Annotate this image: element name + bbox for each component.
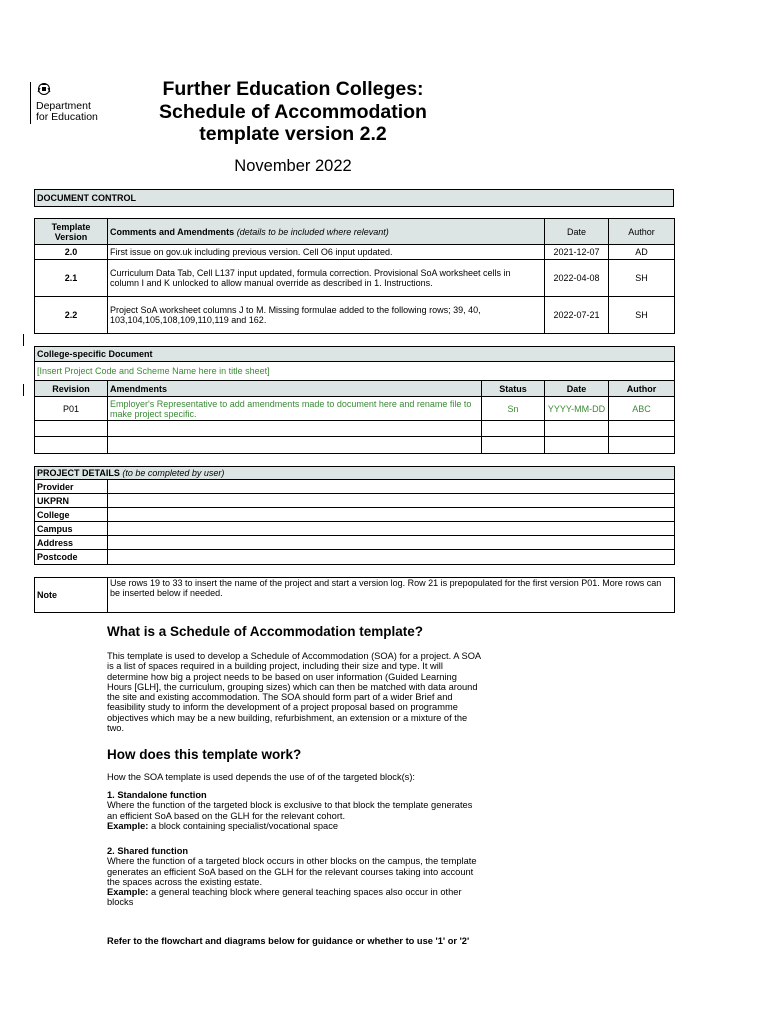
table-row (35, 494, 675, 508)
table-header-row (35, 219, 675, 245)
comments-cell: Curriculum Data Tab, Cell L137 input updated, formula correction. Provisional SoA worksheet cells in column I and K unlocked to allow manual override as described in 1. Instructions. (108, 260, 545, 297)
document-control-table (34, 218, 675, 334)
author-cell: SH (609, 297, 675, 334)
empty-cell[interactable] (35, 421, 108, 437)
document-control-heading-table (34, 189, 674, 207)
date-cell[interactable]: YYYY-MM-DD (545, 397, 609, 421)
project-details-table (34, 466, 675, 565)
shared-section (107, 846, 482, 908)
field-label: Postcode (35, 550, 108, 565)
col-comments: Comments and Amendments (details to be included where relevant) (108, 219, 545, 245)
field-value[interactable] (108, 480, 675, 494)
title-line-1: Further Education Colleges: (162, 78, 424, 100)
table-row (35, 508, 675, 522)
title-line-2: Schedule of Accommodation (159, 100, 427, 123)
field-value[interactable] (108, 522, 675, 536)
page-title (120, 78, 466, 146)
empty-cell[interactable] (545, 421, 609, 437)
author-cell[interactable]: ABC (609, 397, 675, 421)
note-table (34, 577, 675, 613)
empty-cell[interactable] (609, 421, 675, 437)
table-header-row (35, 381, 675, 397)
refer-note: Refer to the flowchart and diagrams below for guidance or whether to use '1' or '2' (107, 936, 470, 946)
col-author: Author (609, 381, 675, 397)
standalone-section (107, 790, 482, 831)
table-row (35, 397, 675, 421)
table-row (35, 437, 675, 454)
field-label: College (35, 508, 108, 522)
table-row (35, 421, 675, 437)
field-label: Address (35, 536, 108, 550)
note-text: Use rows 19 to 33 to insert the name of the project and start a version log. Row 21 is prepopulated for the first version P01. More rows can be inserted below if needed. (108, 578, 675, 613)
publication-date: November 2022 (234, 157, 352, 175)
col-template-version: Template Version (35, 219, 108, 245)
standalone-title: 1. Standalone function (107, 790, 207, 800)
table-row (35, 536, 675, 550)
what-is-heading: What is a Schedule of Accommodation template? (107, 624, 424, 639)
empty-cell[interactable] (545, 437, 609, 454)
table-row (35, 245, 675, 260)
note-label: Note (35, 578, 108, 613)
empty-cell[interactable] (482, 421, 545, 437)
logo-line-2: for Education (36, 111, 98, 123)
col-date: Date (545, 381, 609, 397)
shared-title: 2. Shared function (107, 846, 189, 856)
how-intro: How the SOA template is used depends the use of of the targeted block(s): (107, 772, 416, 782)
standalone-body: Where the function of the targeted block is exclusive to that block the template generates an efficient SoA based on the GLH for the relevant cohort. (107, 800, 473, 821)
date-cell: 2021-12-07 (545, 245, 609, 260)
field-value[interactable] (108, 536, 675, 550)
table-row (35, 522, 675, 536)
revision-cell[interactable]: P01 (35, 397, 108, 421)
college-document-table (34, 346, 675, 454)
field-label: Campus (35, 522, 108, 536)
dfe-logo (30, 82, 110, 126)
version-cell: 2.1 (35, 260, 108, 297)
col-status: Status (482, 381, 545, 397)
logo-line-1: Department (36, 100, 91, 112)
status-cell[interactable]: Sn (482, 397, 545, 421)
standalone-example: Example: a block containing specialist/vocational space (107, 820, 339, 831)
col-date: Date (545, 219, 609, 245)
table-row (35, 297, 675, 334)
field-label: UKPRN (35, 494, 108, 508)
version-cell: 2.0 (35, 245, 108, 260)
field-value[interactable] (108, 508, 675, 522)
comments-cell: First issue on gov.uk including previous version. Cell O6 input updated. (108, 245, 545, 260)
shared-example: Example: a general teaching block where general teaching spaces also occur in other blocks (107, 887, 462, 908)
date-cell: 2022-07-21 (545, 297, 609, 334)
col-revision: Revision (35, 381, 108, 397)
logo-divider (30, 82, 31, 124)
document-control-heading: DOCUMENT CONTROL (35, 190, 674, 207)
shared-body: Where the function of a targeted block occurs in other blocks on the campus, the template generates an efficient SoA based on the GLH for the relevant courses taking into account the spaces across the existing estate. (107, 856, 477, 887)
text-cursor (23, 334, 24, 346)
author-cell: AD (609, 245, 675, 260)
field-value[interactable] (108, 550, 675, 565)
project-details-heading: PROJECT DETAILS (to be completed by user) (35, 467, 675, 480)
amendments-cell[interactable]: Employer's Representative to add amendments made to document here and rename file to make project specific. (108, 397, 482, 421)
col-amendments: Amendments (108, 381, 482, 397)
comments-cell: Project SoA worksheet columns J to M. Missing formulae added to the following rows; 39, 40, 103,104,105,108,109,110,119 and 162. (108, 297, 545, 334)
text-cursor (23, 384, 24, 396)
how-heading: How does this template work? (107, 747, 302, 762)
title-line-3: template version 2.2 (199, 123, 387, 145)
col-author: Author (609, 219, 675, 245)
table-row (35, 480, 675, 494)
version-cell: 2.2 (35, 297, 108, 334)
empty-cell[interactable] (108, 437, 482, 454)
empty-cell[interactable] (35, 437, 108, 454)
empty-cell[interactable] (609, 437, 675, 454)
empty-cell[interactable] (108, 421, 482, 437)
empty-cell[interactable] (482, 437, 545, 454)
field-label: Provider (35, 480, 108, 494)
college-document-heading: College-specific Document (35, 347, 675, 362)
table-row (35, 260, 675, 297)
what-is-body: This template is used to develop a Schedule of Accommodation (SOA) for a project. A SOA is a list of spaces required in a building project, including their size and type. It will determine how big a project needs to be based on user information (Guided Learning Hours [GLH], the curriculum, grouping sizes) which can then be matched with data around the site and existing accommodation. The SOA should form part of a wider Brief and feasibility study to inform the development of a project proposal based on programme objectives which may be a new building, refurbishment, an extension or a mixture of the two. (107, 651, 481, 734)
date-cell: 2022-04-08 (545, 260, 609, 297)
royal-crest-icon (37, 82, 51, 96)
table-row (35, 550, 675, 565)
author-cell: SH (609, 260, 675, 297)
field-value[interactable] (108, 494, 675, 508)
insert-project-note[interactable]: [Insert Project Code and Scheme Name here in title sheet] (35, 362, 675, 381)
